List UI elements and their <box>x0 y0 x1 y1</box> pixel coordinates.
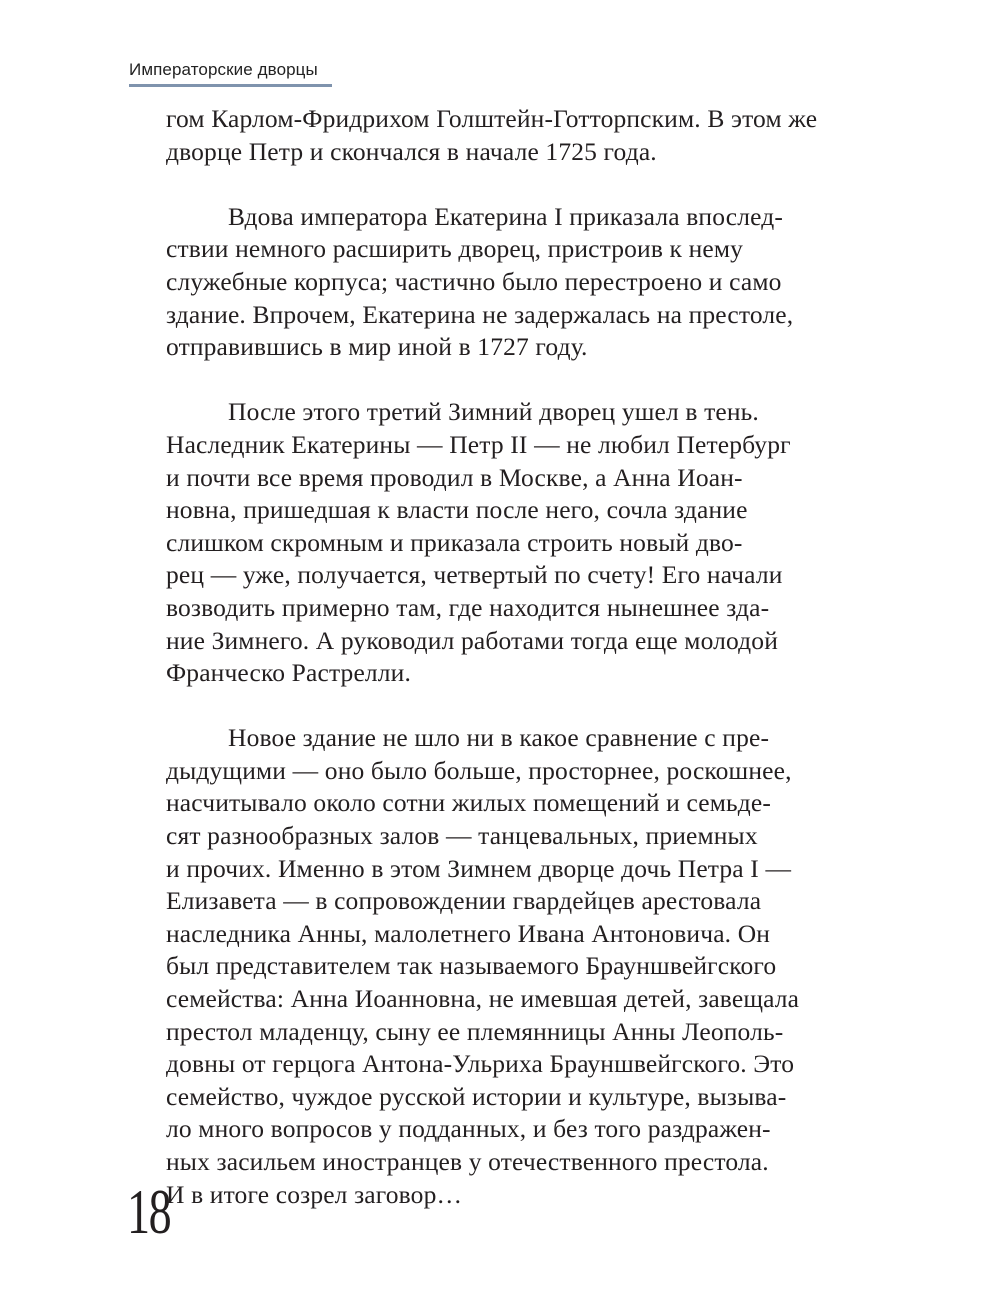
paragraph-4 <box>166 722 856 1211</box>
text-line: служебные корпуса; частично было перестроено и само <box>166 266 782 296</box>
text-line: И в итоге созрел заговор… <box>166 1179 463 1209</box>
text-line: семейства: Анна Иоанновна, не имевшая детей, завещала <box>166 984 800 1014</box>
text-line: После этого третий Зимний дворец ушел в тень. <box>228 397 759 427</box>
running-header-title: Императорские дворцы <box>129 60 318 79</box>
text-line: и прочих. Именно в этом Зимнем дворце дочь Петра I — <box>166 853 792 883</box>
paragraph-2 <box>166 201 856 364</box>
text-line: Вдова императора Екатерина I приказала впослед- <box>228 201 783 231</box>
text-line: насчитывало около сотни жилых помещений и семьде- <box>166 788 772 818</box>
text-line: дыдущими — оно было больше, просторнее, роскошнее, <box>166 755 792 785</box>
text-line: ствии немного расширить дворец, пристроив к нему <box>166 234 744 264</box>
body-text <box>166 103 856 1244</box>
text-line: наследника Анны, малолетнего Ивана Антоновича. Он <box>166 918 771 948</box>
paragraph-1 <box>166 103 856 168</box>
text-line: рец — уже, получается, четвертый по счету! Его начали <box>166 560 783 590</box>
text-line: и почти все время проводил в Москве, а Анна Иоан- <box>166 462 743 492</box>
paragraph-3 <box>166 396 856 689</box>
text-line: гом Карлом-Фридрихом Голштейн-Готторпским. В этом же <box>166 104 818 133</box>
text-line: дворце Петр и скончался в начале 1725 года. <box>166 136 657 166</box>
header-rule <box>129 84 332 87</box>
text-line: отправившись в мир иной в 1727 году. <box>166 332 588 362</box>
text-line: Новое здание не шло ни в какое сравнение с пре- <box>228 723 770 753</box>
text-line: Елизавета — в сопровождении гвардейцев арестовала <box>166 886 762 916</box>
text-line: был представителем так называемого Брауншвейгского <box>166 951 777 981</box>
text-line: престол младенцу, сыну ее племянницы Анны Леополь- <box>166 1016 784 1046</box>
page-number: 18 <box>127 1176 171 1247</box>
text-line: семейство, чуждое русской истории и культуре, вызыва- <box>166 1081 787 1111</box>
text-line: ных засильем иностранцев у отечественного престола. <box>166 1147 769 1176</box>
text-line: довны от герцога Антона-Ульриха Брауншвейгского. Это <box>166 1049 795 1079</box>
text-line: ние Зимнего. А руководил работами тогда еще молодой <box>166 625 778 655</box>
text-line: ло много вопросов у подданных, и без того раздражен- <box>166 1114 771 1144</box>
text-line: сят разнообразных залов — танцевальных, приемных <box>166 821 758 851</box>
text-line: Франческо Растрелли. <box>166 658 411 688</box>
text-line: новна, пришедшая к власти после него, сочла здание <box>166 495 748 525</box>
text-line: здание. Впрочем, Екатерина не задержалась на престоле, <box>166 299 794 329</box>
text-line: слишком скромным и приказала строить новый дво- <box>166 527 743 557</box>
text-line: Наследник Екатерины — Петр II — не любил Петербург <box>166 429 791 459</box>
text-line: возводить примерно там, где находится нынешнее зда- <box>166 592 770 622</box>
